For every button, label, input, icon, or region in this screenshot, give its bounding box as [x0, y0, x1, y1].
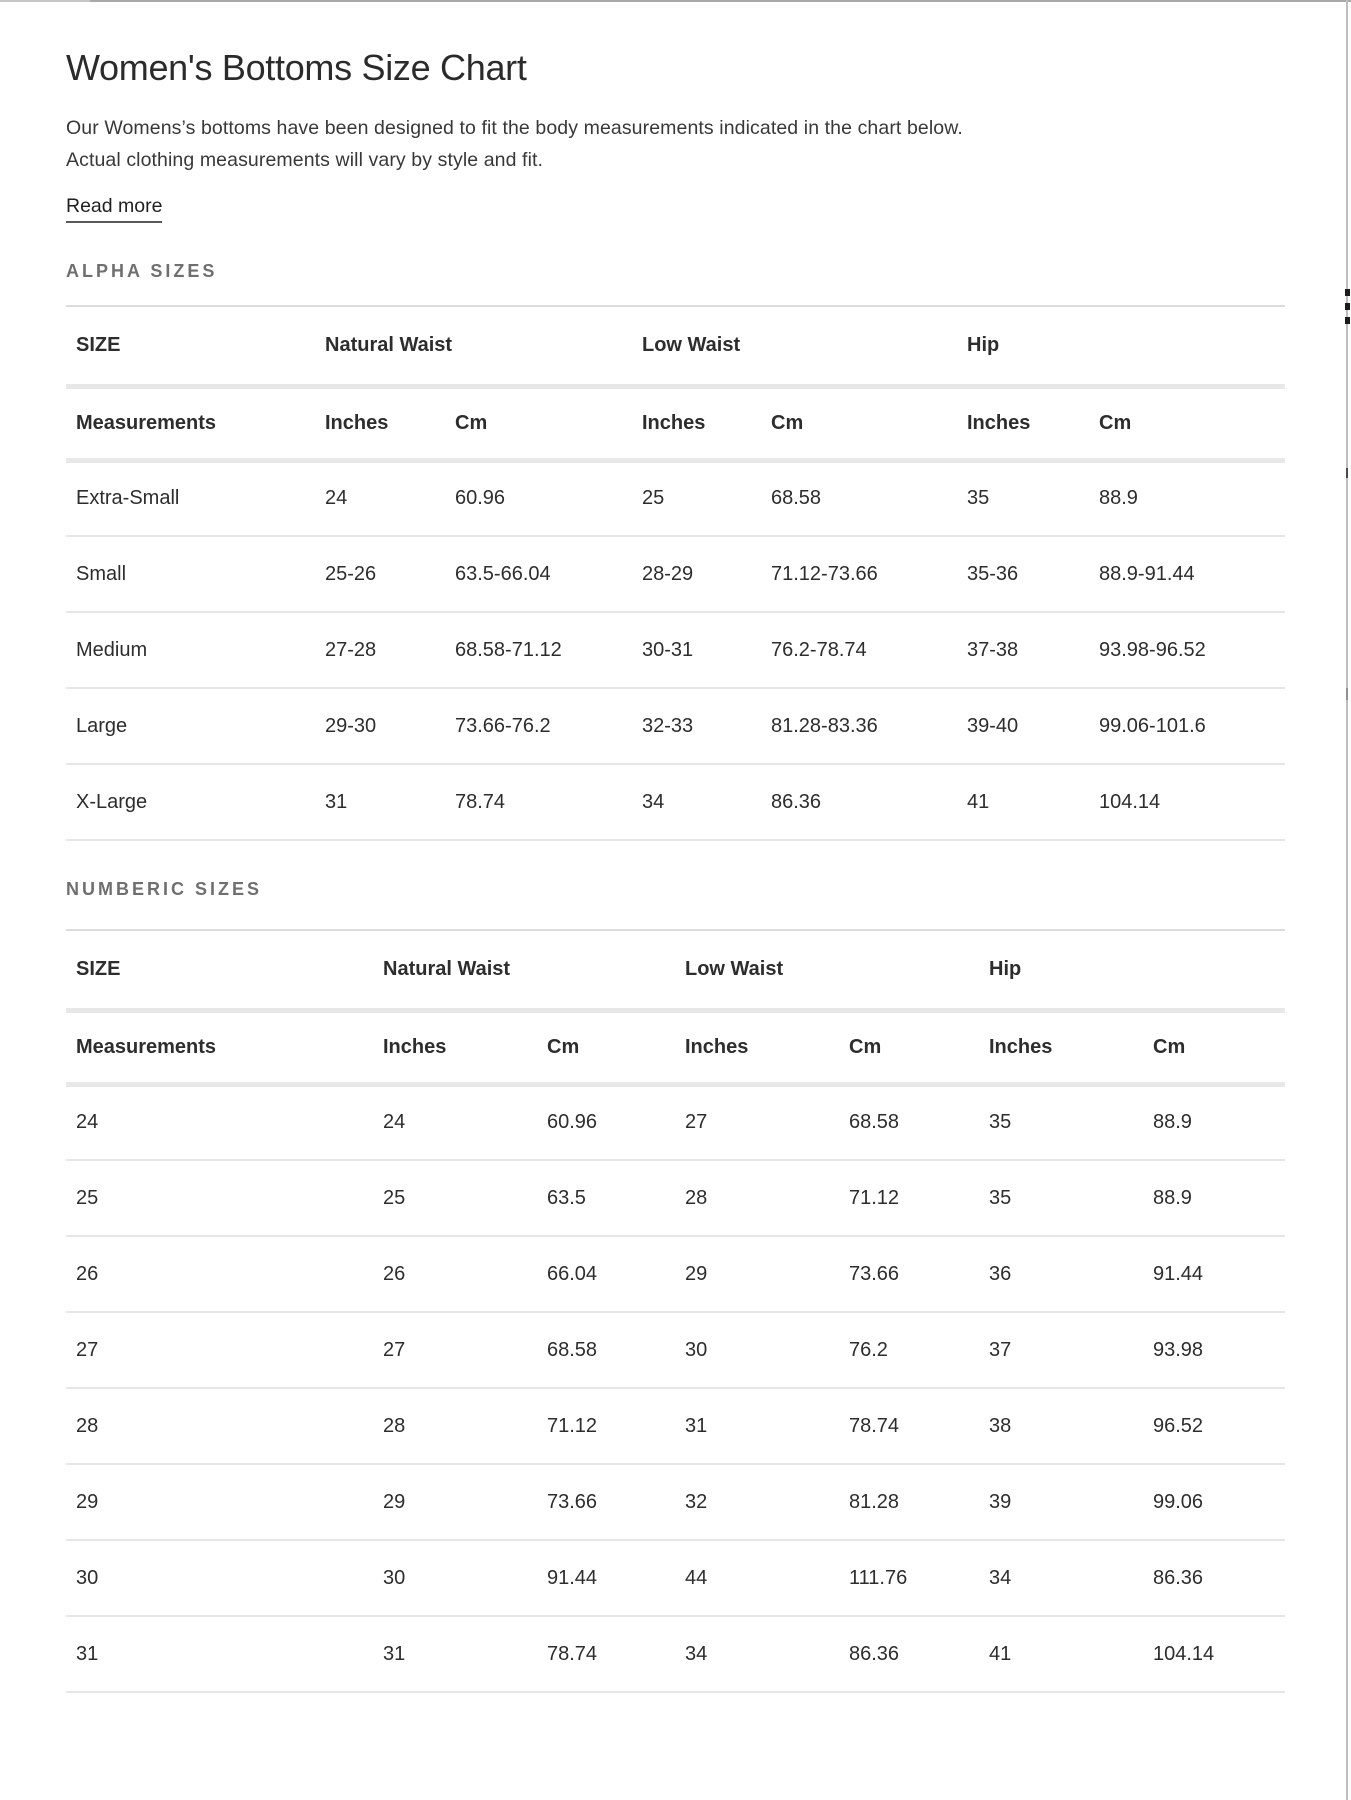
column-header-cm: Cm — [547, 1010, 685, 1084]
cell-low-waist-inches: 30-31 — [642, 612, 771, 688]
column-header-measurements: Measurements — [66, 1010, 383, 1084]
cell-hip-cm: 93.98-96.52 — [1099, 612, 1285, 688]
table-row — [66, 688, 1285, 764]
cell-natural-waist-cm: 71.12 — [547, 1388, 685, 1464]
cell-low-waist-cm: 71.12-73.66 — [771, 536, 967, 612]
cell-hip-inches: 35 — [967, 460, 1099, 536]
cell-low-waist-inches: 28 — [685, 1160, 849, 1236]
page-title: Women's Bottoms Size Chart — [66, 47, 527, 88]
cell-size: 25 — [66, 1160, 383, 1236]
cell-hip-inches: 37 — [989, 1312, 1153, 1388]
table-row — [66, 536, 1285, 612]
cell-natural-waist-inches: 27-28 — [325, 612, 455, 688]
column-header-inches: Inches — [642, 386, 771, 460]
numeric-sizes-heading: NUMBERIC SIZES — [66, 879, 263, 899]
cell-low-waist-cm: 78.74 — [849, 1388, 989, 1464]
column-header-measurements: Measurements — [66, 386, 325, 460]
read-more-link[interactable]: Read more — [66, 194, 162, 223]
page-edge-artifact — [1345, 317, 1350, 324]
cell-size: 27 — [66, 1312, 383, 1388]
cell-hip-inches: 41 — [989, 1616, 1153, 1692]
cell-natural-waist-inches: 25 — [383, 1160, 547, 1236]
cell-low-waist-cm: 86.36 — [849, 1616, 989, 1692]
cell-size: 29 — [66, 1464, 383, 1540]
cell-natural-waist-cm: 73.66 — [547, 1464, 685, 1540]
cell-low-waist-inches: 34 — [642, 764, 771, 840]
table-header-row — [66, 1010, 1285, 1084]
cell-hip-inches: 39 — [989, 1464, 1153, 1540]
cell-low-waist-cm: 86.36 — [771, 764, 967, 840]
cell-low-waist-cm: 68.58 — [771, 460, 967, 536]
table-row — [66, 764, 1285, 840]
cell-hip-cm: 86.36 — [1153, 1540, 1285, 1616]
cell-hip-cm: 99.06-101.6 — [1099, 688, 1285, 764]
cell-hip-cm: 88.9 — [1153, 1084, 1285, 1160]
cell-low-waist-cm: 68.58 — [849, 1084, 989, 1160]
column-header-size: SIZE — [66, 930, 383, 1010]
cell-low-waist-cm: 73.66 — [849, 1236, 989, 1312]
column-header-hip: Hip — [967, 306, 1285, 386]
cell-natural-waist-cm: 78.74 — [547, 1616, 685, 1692]
cell-low-waist-cm: 81.28 — [849, 1464, 989, 1540]
table-header-row — [66, 930, 1285, 1010]
bottom-whitespace — [66, 1693, 1285, 1743]
column-header-cm: Cm — [455, 386, 642, 460]
cell-low-waist-inches: 28-29 — [642, 536, 771, 612]
column-header-size: SIZE — [66, 306, 325, 386]
column-header-low-waist: Low Waist — [642, 306, 967, 386]
cell-low-waist-inches: 31 — [685, 1388, 849, 1464]
cell-size: Small — [66, 536, 325, 612]
cell-low-waist-inches: 44 — [685, 1540, 849, 1616]
column-header-cm: Cm — [849, 1010, 989, 1084]
column-header-inches: Inches — [989, 1010, 1153, 1084]
cell-hip-inches: 36 — [989, 1236, 1153, 1312]
cell-natural-waist-cm: 78.74 — [455, 764, 642, 840]
column-header-cm: Cm — [1099, 386, 1285, 460]
cell-natural-waist-inches: 31 — [383, 1616, 547, 1692]
cell-natural-waist-inches: 28 — [383, 1388, 547, 1464]
column-header-natural-waist: Natural Waist — [325, 306, 642, 386]
column-header-low-waist: Low Waist — [685, 930, 989, 1010]
cell-natural-waist-cm: 60.96 — [455, 460, 642, 536]
table-header-row — [66, 386, 1285, 460]
page-edge-artifact — [1346, 468, 1348, 478]
cell-hip-inches: 41 — [967, 764, 1099, 840]
cell-hip-inches: 35-36 — [967, 536, 1099, 612]
alpha-sizes-table — [66, 305, 1285, 841]
cell-natural-waist-cm: 73.66-76.2 — [455, 688, 642, 764]
cell-hip-cm: 93.98 — [1153, 1312, 1285, 1388]
cell-hip-cm: 88.9 — [1153, 1160, 1285, 1236]
cell-natural-waist-inches: 24 — [383, 1084, 547, 1160]
chart-description-line: Actual clothing measurements will vary by style and fit. — [66, 149, 544, 171]
cell-natural-waist-cm: 60.96 — [547, 1084, 685, 1160]
table-row — [66, 1312, 1285, 1388]
cell-hip-cm: 96.52 — [1153, 1388, 1285, 1464]
cell-natural-waist-cm: 63.5-66.04 — [455, 536, 642, 612]
cell-low-waist-cm: 111.76 — [849, 1540, 989, 1616]
cell-low-waist-inches: 27 — [685, 1084, 849, 1160]
table-row — [66, 1616, 1285, 1692]
cell-natural-waist-inches: 31 — [325, 764, 455, 840]
page-edge-artifact — [1346, 688, 1348, 700]
cell-natural-waist-inches: 27 — [383, 1312, 547, 1388]
cell-low-waist-cm: 71.12 — [849, 1160, 989, 1236]
cell-hip-inches: 39-40 — [967, 688, 1099, 764]
cell-hip-cm: 104.14 — [1099, 764, 1285, 840]
table-row — [66, 612, 1285, 688]
column-header-natural-waist: Natural Waist — [383, 930, 685, 1010]
column-header-hip: Hip — [989, 930, 1285, 1010]
cell-size: Large — [66, 688, 325, 764]
cell-size: 28 — [66, 1388, 383, 1464]
table-header-row — [66, 306, 1285, 386]
column-header-inches: Inches — [383, 1010, 547, 1084]
cell-natural-waist-inches: 29 — [383, 1464, 547, 1540]
cell-low-waist-inches: 25 — [642, 460, 771, 536]
cell-low-waist-inches: 32 — [685, 1464, 849, 1540]
cell-natural-waist-cm: 66.04 — [547, 1236, 685, 1312]
cell-natural-waist-cm: 68.58-71.12 — [455, 612, 642, 688]
cell-size: 31 — [66, 1616, 383, 1692]
cell-natural-waist-inches: 25-26 — [325, 536, 455, 612]
table-row — [66, 1540, 1285, 1616]
cell-low-waist-inches: 29 — [685, 1236, 849, 1312]
cell-size: 26 — [66, 1236, 383, 1312]
cell-low-waist-inches: 34 — [685, 1616, 849, 1692]
column-header-inches: Inches — [685, 1010, 849, 1084]
column-header-cm: Cm — [771, 386, 967, 460]
table-row — [66, 1388, 1285, 1464]
cell-hip-cm: 88.9-91.44 — [1099, 536, 1285, 612]
column-header-inches: Inches — [967, 386, 1099, 460]
cell-natural-waist-inches: 29-30 — [325, 688, 455, 764]
table-row — [66, 1236, 1285, 1312]
chart-description-line: Our Womens’s bottoms have been designed to fit the body measurements indicated in the chart below. — [66, 117, 963, 139]
column-header-cm: Cm — [1153, 1010, 1285, 1084]
cell-size: Extra-Small — [66, 460, 325, 536]
cell-hip-cm: 88.9 — [1099, 460, 1285, 536]
column-header-inches: Inches — [325, 386, 455, 460]
cell-hip-cm: 91.44 — [1153, 1236, 1285, 1312]
cell-low-waist-cm: 76.2-78.74 — [771, 612, 967, 688]
cell-hip-inches: 35 — [989, 1084, 1153, 1160]
cell-size: 24 — [66, 1084, 383, 1160]
cell-size: Medium — [66, 612, 325, 688]
cell-low-waist-cm: 81.28-83.36 — [771, 688, 967, 764]
cell-natural-waist-inches: 30 — [383, 1540, 547, 1616]
alpha-sizes-heading: ALPHA SIZES — [66, 261, 218, 281]
table-row — [66, 460, 1285, 536]
cell-natural-waist-cm: 91.44 — [547, 1540, 685, 1616]
page-edge-artifact — [1345, 303, 1350, 310]
page-top-border-dark-segment — [90, 0, 1351, 2]
table-row — [66, 1084, 1285, 1160]
table-row — [66, 1464, 1285, 1540]
cell-hip-inches: 35 — [989, 1160, 1153, 1236]
cell-natural-waist-inches: 24 — [325, 460, 455, 536]
page-edge-artifact — [1345, 289, 1350, 296]
cell-natural-waist-inches: 26 — [383, 1236, 547, 1312]
page-right-edge-border — [1346, 0, 1348, 1800]
table-row — [66, 1160, 1285, 1236]
cell-size: 30 — [66, 1540, 383, 1616]
cell-natural-waist-cm: 63.5 — [547, 1160, 685, 1236]
cell-hip-cm: 104.14 — [1153, 1616, 1285, 1692]
cell-hip-inches: 38 — [989, 1388, 1153, 1464]
cell-natural-waist-cm: 68.58 — [547, 1312, 685, 1388]
cell-low-waist-cm: 76.2 — [849, 1312, 989, 1388]
cell-low-waist-inches: 30 — [685, 1312, 849, 1388]
cell-size: X-Large — [66, 764, 325, 840]
cell-low-waist-inches: 32-33 — [642, 688, 771, 764]
chart-description — [66, 112, 1285, 176]
cell-hip-cm: 99.06 — [1153, 1464, 1285, 1540]
numeric-sizes-table — [66, 929, 1285, 1693]
cell-hip-inches: 34 — [989, 1540, 1153, 1616]
cell-hip-inches: 37-38 — [967, 612, 1099, 688]
